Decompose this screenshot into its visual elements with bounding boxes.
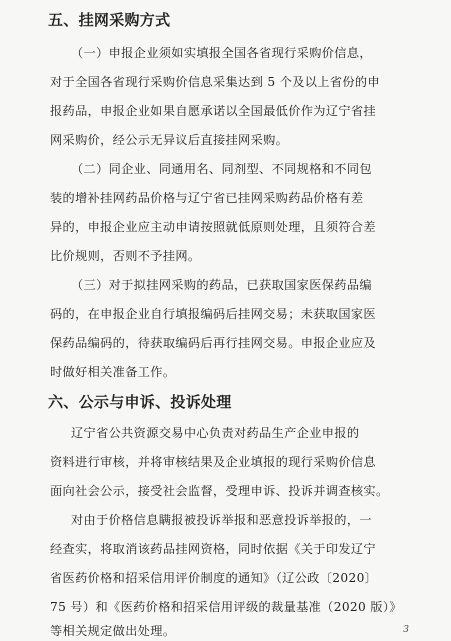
paragraph-line: 网采购价，经公示无异议后直接挂网采购。 — [50, 133, 289, 147]
paragraph-line: 经查实，将取消该药品挂网资格，同时依据《关于印发辽宁 — [50, 542, 376, 556]
paragraph-line: 辽宁省公共资源交易中心负责对药品生产企业申报的 — [71, 426, 360, 440]
paragraph-line: 对由于价格信息瞒报被投诉举报和恶意投诉举报的，一 — [71, 513, 372, 527]
paragraph-line: 时做好相关准备工作。 — [50, 365, 176, 379]
paragraph-line: 异的，申报企业应主动申请按照就低原则处理，且须符合差 — [50, 220, 376, 234]
paragraph-line: 资料进行审核，并将审核结果及企业填报的现行采购价信息 — [50, 455, 376, 469]
paragraph-line: （一）申报企业须如实填报全国各省现行采购价信息， — [71, 46, 372, 60]
page-number: 3 — [403, 625, 409, 635]
paragraph-line: 码的，在申报企业自行填报编码后挂网交易；未获取国家医 — [50, 307, 376, 321]
paragraph-line: 比价规则，否则不予挂网。 — [50, 249, 201, 263]
paragraph-line: 装的增补挂网药品价格与辽宁省已挂网采购药品价格有差 — [50, 191, 364, 205]
paragraph-line: 对于全国各省现行采购价信息采集达到 5 个及以上省份的申 — [50, 75, 380, 89]
paragraph-line: 省医药价格和招采信用评价制度的通知》（辽公政〔2020〕 — [50, 571, 378, 585]
paragraph-line: 面向社会公示，接受社会监督，受理申诉、投诉并调查核实。 — [50, 484, 389, 498]
section-heading-6: 六、公示与申诉、投诉处理 — [48, 393, 232, 411]
section-heading-5: 五、挂网采购方式 — [48, 11, 171, 29]
paragraph-line: 报药品，申报企业如果自愿承诺以全国最低价作为辽宁省挂 — [50, 104, 376, 118]
paragraph-line: 保药品编码的，待获取编码后再行挂网交易。申报企业应及 — [50, 336, 376, 350]
paragraph-line: （二）同企业、同通用名、同剂型、不同规格和不同包 — [71, 162, 372, 176]
paragraph-line: 75 号）和《医药价格和招采信用评级的裁量基准（2020 版）》 — [50, 600, 402, 614]
paragraph-line: 等相关规定做出处理。 — [50, 624, 176, 638]
paragraph-line: （三）对于拟挂网采购的药品，已获取国家医保药品编 — [71, 278, 372, 292]
